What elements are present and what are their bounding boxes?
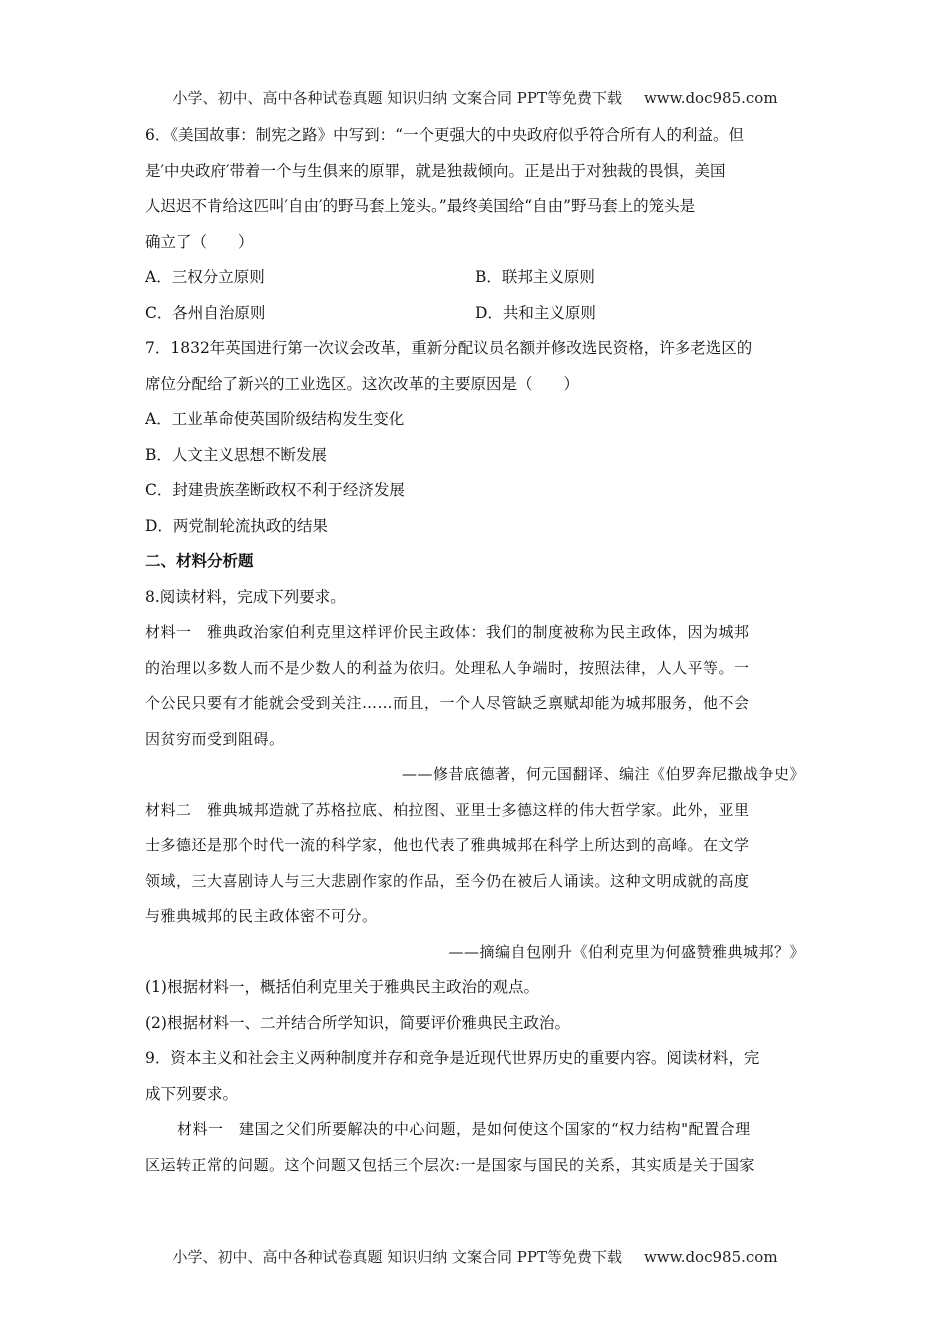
option-b: B．人文主义思想不断发展 — [145, 445, 327, 464]
question-6 — [145, 118, 805, 331]
material-2-source: ——摘编自包刚升《伯利克里为何盛赞雅典城邦？》 — [448, 942, 805, 961]
question-7-line: 席位分配给了新兴的工业选区。这次改革的主要原因是（ ） — [145, 374, 580, 393]
material-2-line: 与雅典城邦的民主政体密不可分。 — [145, 907, 378, 925]
option-b: B．联邦主义原则 — [475, 268, 595, 286]
sub-question-1: (1)根据材料一，概括伯利克里关于雅典民主政治的观点。 — [145, 978, 539, 996]
material-1-line: 的治理以多数人而不是少数人的利益为依归。处理私人争端时，按照法律，人人平等。一 — [145, 658, 750, 677]
material-1-line: 材料一 雅典政治家伯利克里这样评价民主政体：我们的制度被称为民主政体，因为城邦 — [145, 623, 750, 641]
option-a: A．三权分立原则 — [145, 268, 265, 286]
material-1-line: 区运转正常的问题。这个问题又包括三个层次:一是国家与国民的关系，其实质是关于国家 — [145, 1155, 756, 1174]
page-footer — [0, 1246, 950, 1267]
question-6-line: 6．《美国故事：制宪之路》中写到：“一个更强大的中央政府似乎符合所有人的利益。但 — [145, 126, 745, 144]
question-6-options-row-2 — [145, 296, 805, 332]
question-9-line: 9．资本主义和社会主义两种制度并存和竞争是近现代世界历史的重要内容。阅读材料，完 — [145, 1049, 760, 1067]
question-9-line: 成下列要求。 — [145, 1084, 239, 1103]
question-8-intro: 8.阅读材料，完成下列要求。 — [145, 587, 346, 606]
section-title: 二、材料分析题 — [145, 552, 254, 570]
material-1-line: 因贫穷而受到阻碍。 — [145, 729, 285, 748]
material-2-line: 士多德还是那个时代一流的科学家，他也代表了雅典城邦在科学上所达到的高峰。在文学 — [145, 836, 750, 854]
option-c: C．封建贵族垄断政权不利于经济发展 — [145, 481, 405, 499]
material-1-source: ——修昔底德著，何元国翻译、编注《伯罗奔尼撒战争史》 — [401, 765, 805, 783]
material-2-line: 材料二 雅典城邦造就了苏格拉底、柏拉图、亚里士多德这样的伟大哲学家。此外，亚里 — [145, 800, 750, 819]
question-6-line: 是′中央政府′带着一个与生俱来的原罪，就是独裁倾向。正是出于对独裁的畏惧，美国 — [145, 161, 726, 180]
question-7 — [145, 331, 805, 544]
material-1-line: 材料一 建国之父们所要解决的中心问题，是如何使这个国家的“权力结构"配置合理 — [177, 1120, 751, 1138]
document-body — [145, 118, 805, 1183]
material-1-line: 个公民只要有才能就会受到关注……而且，一个人尽管缺乏禀赋却能为城邦服务，他不会 — [145, 694, 750, 712]
header-url: www.doc985.com — [643, 89, 778, 107]
material-2-line: 领域，三大喜剧诗人与三大悲剧作家的作品，至今仍在被后人诵读。这种文明成就的高度 — [145, 871, 750, 890]
header-text: 小学、初中、高中各种试卷真题 知识归纳 文案合同 PPT等免费下载 — [172, 89, 622, 107]
footer-text: 小学、初中、高中各种试卷真题 知识归纳 文案合同 PPT等免费下载 — [172, 1248, 622, 1266]
option-d: D．两党制轮流执政的结果 — [145, 516, 328, 535]
question-6-line: 确立了（ ） — [145, 232, 254, 251]
question-7-line: 7．1832年英国进行第一次议会改革，重新分配议员名额并修改选民资格，许多老选区的 — [145, 339, 753, 357]
question-9 — [145, 1041, 805, 1183]
question-6-line: 人迟迟不肯给这匹叫′自由′的野马套上笼头。”最终美国给“自由”野马套上的笼头是 — [145, 197, 696, 215]
question-8 — [145, 580, 805, 1042]
footer-url: www.doc985.com — [643, 1248, 778, 1266]
question-6-options-row-1 — [145, 260, 805, 296]
page-header — [0, 87, 950, 108]
sub-question-2: (2)根据材料一、二并结合所学知识，简要评价雅典民主政治。 — [145, 1013, 570, 1032]
option-a: A．工业革命使英国阶级结构发生变化 — [145, 410, 405, 428]
option-d: D．共和主义原则 — [475, 303, 596, 322]
option-c: C．各州自治原则 — [145, 303, 266, 322]
